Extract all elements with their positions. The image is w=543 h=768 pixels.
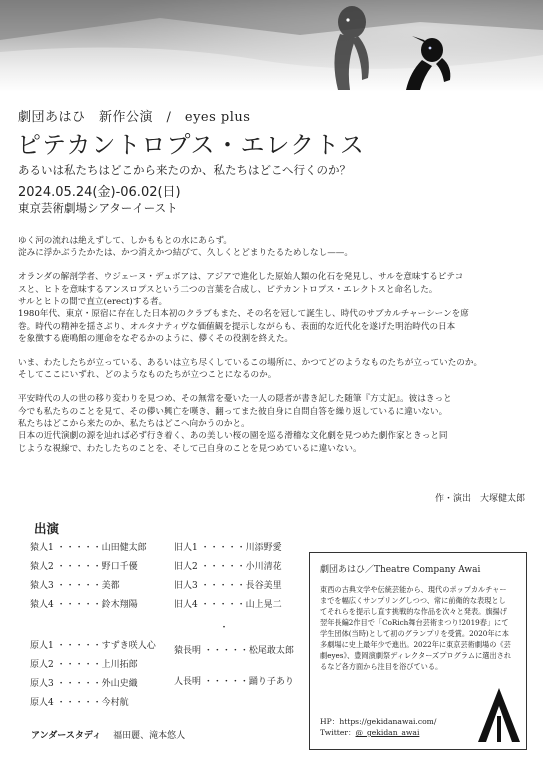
cast-role: 人長明 [174, 677, 202, 687]
synopsis-line: サルとヒトの間で直立(erect)する者。 [18, 297, 168, 308]
cast-role: 原人4 [30, 698, 54, 708]
cast-role: 原人2 [30, 660, 54, 670]
cast-leader: ・・・・・ [200, 581, 246, 591]
cast-row [30, 596, 156, 615]
cast-actor: 野口千優 [101, 562, 138, 572]
twitter-handle-link[interactable]: @_gekidan_awai [355, 728, 420, 737]
cast-role: 旧人1 [174, 543, 198, 553]
synopsis-paragraph-1 [18, 235, 530, 260]
synopsis-line: 平安時代の人の世の移り変わりを見つめ、その無常を憂いた一人の隠者が書き記した随筆『方丈記』。彼はきっと [18, 394, 452, 405]
cast-role: 原人3 [30, 679, 54, 689]
synopsis-paragraph-2 [18, 271, 530, 345]
cast-heading: 出演 [34, 521, 60, 536]
company-info-box [309, 552, 527, 750]
synopsis-line: 1980年代、東京・原宿に存在した日本初のクラブもまた、その名を冠して誕生し、時代のサブカルチャーシーンを席 [18, 309, 469, 320]
cast-actor: 踊り子あり [248, 677, 294, 687]
synopsis-line: 日本の近代演劇の源を辿れば必ず行き着く、あの美しい桜の園を巡る滑稽な文化劇を見つめた劇作家ときっと同 [18, 431, 448, 442]
cast-row [30, 539, 156, 558]
author-director-credit: 作・演出 大塚健太郎 [434, 494, 525, 504]
understudy-names: 福田麗、滝本悠人 [113, 731, 186, 741]
company-homepage-link[interactable]: HP：https://gekidanawai.com/ [320, 717, 437, 726]
cast-role: 猿人4 [30, 600, 54, 610]
synopsis-line: オランダの解剖学者、ウジェーヌ・デュボアは、アジアで進化した原始人類の化石を発見し、サルを意味するピテコ [18, 272, 464, 283]
synopsis-line: 巻。時代の精神を揺さぶり、オルタナティヴな価値観を提示しながらも、表面的な近代化を遂げた明治時代の日本 [18, 321, 456, 332]
cast-leader: ・・・・・ [56, 562, 102, 572]
cast-leader: ・・・・・ [56, 641, 102, 651]
company-links [320, 716, 436, 738]
synopsis-line: を象徴する鹿鳴館の運命をなぞるかのように、儚くその役割を終えた。 [18, 334, 294, 345]
cast-row [30, 577, 156, 596]
cast-gap [30, 615, 156, 637]
cast-actor: 川添野愛 [245, 543, 282, 553]
cast-row [174, 577, 294, 596]
understudy-label: アンダースタディ [31, 731, 102, 741]
synopsis-line: 私たちはどこから来たのか、私たちはどこへ向かうのかと。 [18, 419, 250, 430]
cast-leader: ・・・・・ [203, 677, 249, 687]
cast-gap [174, 661, 294, 673]
synopsis [18, 235, 530, 467]
cast-leader: ・・・・・ [56, 600, 102, 610]
play-subtitle: あるいは私たちはどこから来たのか、私たちはどこへ行くのか？ [18, 163, 352, 177]
cast-row [174, 673, 294, 692]
cast-role: 旧人4 [174, 600, 198, 610]
cast-row [174, 642, 294, 661]
cast-leader: ・・・・・ [56, 543, 102, 553]
cast-role: 猿長明 [174, 646, 202, 656]
performance-dates: 2024.05.24(金)-06.02(日) [18, 185, 181, 200]
cast-actor: すずき咲人心 [101, 641, 156, 651]
company-twitter [320, 727, 436, 738]
synopsis-line: 淀みに浮かぶうたかたは、かつ消えかつ結びて、久しくとどまりたるためしなし——。 [18, 248, 353, 259]
cast-leader: ・・・・・ [200, 543, 246, 553]
cast-role: 原人1 [30, 641, 54, 651]
synopsis-line: ゆく河の流れは絶えずして、しかももとの水にあらず。 [18, 236, 232, 246]
cast-row [174, 539, 294, 558]
synopsis-line: スと、ヒトを意味するアンスロプスという二つの言葉を合成し、ピテカントロプス・エレクトスと命名した。 [18, 284, 438, 295]
cast-actor: 美都 [101, 581, 120, 591]
synopsis-line: じような視線で、わたしたちのことを、そして己自身のことを見つめているに違いない。 [18, 443, 362, 454]
cast-row [30, 558, 156, 577]
cast-role: 猿人1 [30, 543, 54, 553]
cast-column-left [30, 539, 156, 713]
venue: 東京芸術劇場シアターイースト [18, 201, 178, 215]
cast-row [30, 656, 156, 675]
hero-image [0, 0, 543, 92]
synopsis-paragraph-4 [18, 393, 530, 455]
twitter-prefix: Twitter： [320, 728, 356, 737]
cast-row [30, 637, 156, 656]
awai-logo-icon [474, 686, 524, 744]
company-title: 劇団あはひ／Theatre Company Awai [320, 565, 481, 575]
synopsis-line: そしてここにいずれ、どのようなものたちが立つことになるのか。 [18, 370, 277, 381]
cast-leader: ・・・・・ [200, 562, 246, 572]
cast-row [174, 596, 294, 615]
cast-actor: 今村航 [101, 698, 129, 708]
synopsis-paragraph-3 [18, 357, 530, 382]
cast-role: 猿人3 [30, 581, 54, 591]
cast-actor: 小川清花 [245, 562, 282, 572]
hero-figures-illustration [0, 0, 543, 92]
cast-leader: ・・・・・ [200, 600, 246, 610]
cast-leader: ・・・・・ [203, 646, 249, 656]
company-description: 東西の古典文学や伝統芸能から、現代のポップカルチャーまでを幅広くサンプリングしつつ、常に前衛的な表現としてそれらを提示し直す挑戦的な作品を次々と発表。旗揚げ翌年長編2作目で「CoRich舞台芸術まつり!2019春」にて学生団体(当時)として初のグランプリを受賞。2020年に本多劇場に史上最年少で進出。2022年に東京芸術劇場の《芸劇eyes》、豊岡演劇祭ディレクターズプログラムに選出されるなど各方面から注目を浴びている。 [320, 585, 512, 671]
cast-leader: ・・・・・ [56, 698, 102, 708]
cast-actor: 松尾敢太郎 [248, 646, 294, 656]
cast-leader: ・・・・・ [56, 581, 102, 591]
cast-actor: 外山史織 [101, 679, 138, 689]
cast-leader: ・・・・・ [56, 679, 102, 689]
cast-role: 猿人2 [30, 562, 54, 572]
cast-separator: ・ [219, 623, 229, 633]
cast-actor: 長谷美里 [245, 581, 282, 591]
cast-row [30, 694, 156, 713]
cast-role: 旧人3 [174, 581, 198, 591]
synopsis-line: 今でも私たちのことを見て、その儚い興亡を嘆き、翻ってまた彼自身に自問自答を繰り返しているに違いない。 [18, 406, 448, 417]
play-title: ピテカントロプス・エレクトス [17, 131, 365, 159]
cast-row [174, 558, 294, 577]
cast-row [30, 675, 156, 694]
cast-role: 旧人2 [174, 562, 198, 572]
synopsis-line: いま、わたしたちが立っている、あるいは立ち尽くしているこの場所に、かつてどのようなものたちが立っていたのか。 [18, 358, 483, 369]
cast-actor: 山上晃二 [245, 600, 282, 610]
cast-actor: 上川拓郎 [101, 660, 138, 670]
cast-column-middle [174, 539, 294, 692]
cast-actor: 山田健太郎 [101, 543, 147, 553]
company-line: 劇団あはひ 新作公演 / eyes plus [18, 110, 251, 125]
cast-actor: 鈴木翔陽 [101, 600, 138, 610]
understudy [31, 728, 185, 741]
cast-leader: ・・・・・ [56, 660, 102, 670]
